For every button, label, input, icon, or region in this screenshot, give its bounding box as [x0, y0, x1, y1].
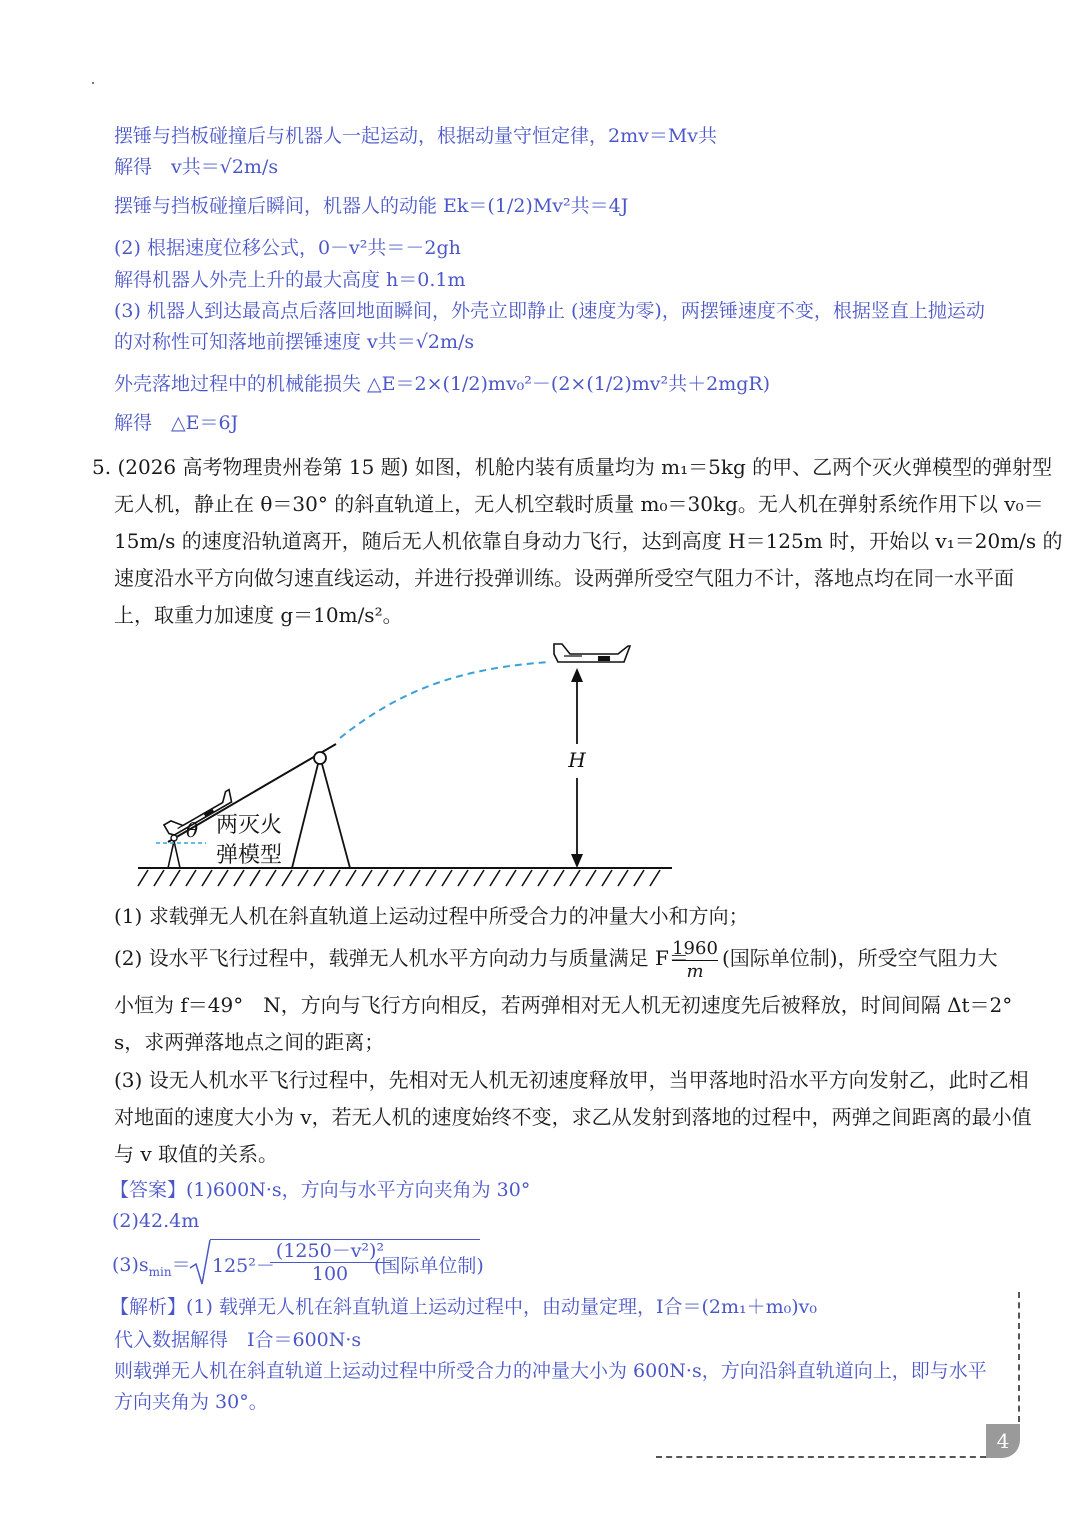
- problem-line: 15m/s 的速度沿轨道离开，随后无人机依靠自身动力飞行，达到高度 H＝125m 时，开始以 v₁＝20m/s 的: [114, 529, 1063, 553]
- drone-launch-diagram: [130, 640, 690, 890]
- solution-line: 摆锤与挡板碰撞后瞬间，机器人的动能 Ek＝(1/2)Mv²共＝4J: [114, 195, 629, 217]
- page-corner-dashed-horizontal: [656, 1456, 986, 1458]
- analysis-line: 代入数据解得 I合＝600N·s: [114, 1329, 362, 1351]
- page-number: 4: [986, 1424, 1020, 1458]
- fraction-denominator: m: [672, 960, 718, 983]
- question-2-part: (国际单位制)，所受空气阻力大: [722, 946, 998, 970]
- label-model-line1: 两灭火: [216, 813, 283, 838]
- analysis-line: 方向夹角为 30°。: [114, 1391, 268, 1413]
- problem-line: 5. (2026 高考物理贵州卷第 15 题) 如图，机舱内装有质量均为 m₁＝5kg 的甲、乙两个灭火弹模型的弹射型: [92, 455, 1053, 479]
- height-arrow-head-up: [571, 668, 583, 682]
- answer-3-subscript: min: [148, 1264, 172, 1279]
- trajectory-curve: [340, 662, 550, 738]
- answer-line-1: [110, 1176, 530, 1204]
- problem-line: 无人机，静止在 θ＝30° 的斜直轨道上，无人机空载时质量 m₀＝30kg。无人机在弹射系统作用下以 v₀＝: [114, 492, 1044, 516]
- rail-pivot: [314, 752, 326, 764]
- question-2-part: 小恒为 f＝49° N，方向与飞行方向相反，若两弹相对无人机无初速度先后被释放，时间间隔 Δt＝2°: [114, 993, 1013, 1017]
- question-2-part: (2) 设水平飞行过程中，载弹无人机水平方向动力与质量满足 F＝: [114, 946, 689, 970]
- page-corner-dashed-vertical: [1018, 1292, 1020, 1422]
- solution-line: (3) 机器人到达最高点后落回地面瞬间，外壳立即静止 (速度为零)，两摆锤速度不变，根据竖直上抛运动: [114, 300, 985, 322]
- answer-3-unit: (国际单位制): [374, 1255, 484, 1277]
- solution-line: 解得 △E＝6J: [114, 412, 239, 434]
- answer-1: (1)600N·s，方向与水平方向夹角为 30°: [186, 1179, 531, 1201]
- analysis-line-1: [110, 1293, 817, 1321]
- fraction-numerator: 1960: [672, 938, 718, 959]
- support-leg: [292, 764, 318, 868]
- base-leg: [174, 841, 180, 868]
- answer-3-numerator: (1250－v²)²: [275, 1240, 385, 1262]
- solution-line: 解得机器人外壳上升的最大高度 h＝0.1m: [114, 269, 466, 291]
- ground-hatching: [138, 870, 660, 886]
- height-arrow-head-down: [571, 854, 583, 868]
- label-theta: θ: [186, 818, 199, 842]
- question-3-part: 对地面的速度大小为 v，若无人机的速度始终不变，求乙从发射到落地的过程中，两弹之间距离的最小值: [114, 1105, 1032, 1129]
- answer-3-fraction: [270, 1240, 390, 1285]
- question-1: (1) 求载弹无人机在斜直轨道上运动过程中所受合力的冲量大小和方向；: [114, 904, 749, 928]
- base-leg: [168, 841, 174, 868]
- solution-line: (2) 根据速度位移公式，0－v²共＝－2gh: [114, 237, 461, 259]
- answer-2: (2)42.4m: [112, 1210, 200, 1232]
- problem-line: 速度沿水平方向做匀速直线运动，并进行投弹训练。设两弹所受空气阻力不计，落地点均在同一水平面: [114, 566, 1014, 590]
- answer-3-root-term: 125²－: [212, 1255, 275, 1277]
- analysis-tag: 【解析】: [110, 1296, 187, 1318]
- base-pivot: [171, 835, 177, 841]
- answer-3-denominator: 100: [270, 1262, 390, 1285]
- fraction-force: [672, 938, 718, 983]
- analysis-text: (1) 载弹无人机在斜直轨道上运动过程中，由动量定理，I合＝(2m₁＋m₀)v₀: [186, 1296, 818, 1318]
- drone-in-flight: [554, 644, 630, 662]
- label-model-line2: 弹模型: [216, 843, 283, 868]
- answer-3-equals: ＝: [171, 1254, 191, 1276]
- answer-tag: 【答案】: [110, 1179, 187, 1201]
- solution-line: 外壳落地过程中的机械能损失 △E＝2×(1/2)mv₀²－(2×(1/2)mv²共＋2mgR): [114, 373, 771, 395]
- label-H: H: [568, 748, 586, 772]
- support-leg: [322, 764, 350, 868]
- question-2-part: s，求两弹落地点之间的距离；: [114, 1030, 385, 1054]
- sqrt-sign: [188, 1238, 212, 1288]
- answer-3-prefix: (3)s: [112, 1254, 149, 1276]
- solution-line: 摆锤与挡板碰撞后与机器人一起运动，根据动量守恒定律，2mv＝Mv共: [114, 125, 718, 147]
- question-3-part: (3) 设无人机水平飞行过程中，先相对无人机无初速度释放甲，当甲落地时沿水平方向发射乙，此时乙相: [114, 1068, 1029, 1092]
- question-3-part: 与 v 取值的关系。: [114, 1142, 279, 1166]
- analysis-line: 则载弹无人机在斜直轨道上运动过程中所受合力的冲量大小为 600N·s，方向沿斜直轨道向上，即与水平: [114, 1360, 987, 1382]
- solution-line: 的对称性可知落地前摆锤速度 v共＝√2m/s: [114, 331, 475, 353]
- solution-line: 解得 v共＝√2m/s: [114, 156, 279, 178]
- problem-line: 上，取重力加速度 g＝10m/s²。: [114, 603, 403, 627]
- page-dot: [92, 82, 94, 84]
